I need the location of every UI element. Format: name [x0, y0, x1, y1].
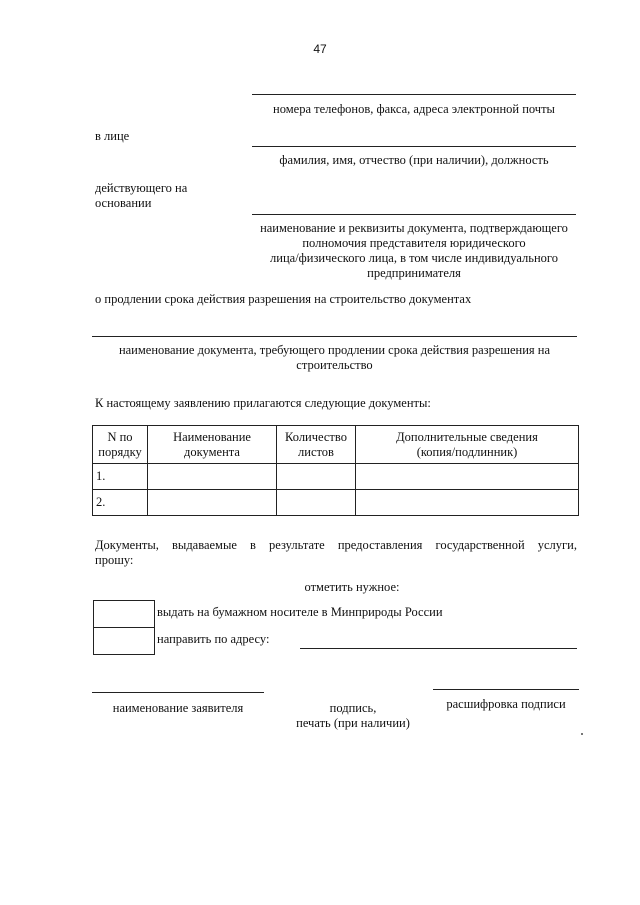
page-number: 47: [313, 42, 327, 56]
header-number: N по порядку: [93, 426, 148, 464]
choose-label: отметить нужное:: [304, 580, 400, 594]
decode-caption: расшифровка подписи: [446, 697, 566, 711]
option-paper-checkbox[interactable]: [93, 600, 155, 628]
option-paper-label: выдать на бумажном носителе в Минприроды России: [157, 605, 443, 619]
attachments-intro: К настоящему заявлению прилагаются следующие документы:: [95, 396, 431, 410]
table-cell: [277, 464, 356, 490]
option-address-checkbox[interactable]: [93, 627, 155, 655]
documents-table: [92, 425, 579, 516]
table-row: [93, 490, 579, 516]
applicant-line: [92, 692, 264, 693]
table-cell: [356, 464, 579, 490]
basis-label: действующего на основании: [95, 181, 188, 210]
sign-caption: подпись, печать (при наличии): [296, 701, 410, 730]
extension-doc-caption: наименование документа, требующего продлении срока действия разрешения на строительство: [118, 343, 551, 372]
table-cell: 1.: [93, 464, 148, 490]
table-header-row: [93, 426, 579, 464]
header-sheets: Количество листов: [277, 426, 356, 464]
option-address-label: направить по адресу:: [157, 632, 270, 646]
extension-doc-line: [92, 336, 577, 337]
header-extra: Дополнительные сведения (копия/подлинник): [356, 426, 579, 464]
basis-line: [252, 214, 576, 215]
address-line: [300, 648, 577, 649]
table-cell: [356, 490, 579, 516]
table-cell: [148, 490, 277, 516]
fio-caption: фамилия, имя, отчество (при наличии), должность: [279, 153, 549, 167]
scan-speck: [581, 733, 583, 735]
extension-text: о продлении срока действия разрешения на строительство документах: [95, 292, 472, 306]
phones-caption: номера телефонов, факса, адреса электронной почты: [273, 102, 555, 116]
in-person-label: в лице: [95, 129, 130, 143]
header-name: Наименование документа: [148, 426, 277, 464]
applicant-caption: наименование заявителя: [112, 701, 244, 715]
table-cell: 2.: [93, 490, 148, 516]
fio-line: [252, 146, 576, 147]
issue-text: Документы, выдаваемые в результате предоставления государственной услуги, прошу:: [95, 538, 577, 567]
table-cell: [277, 490, 356, 516]
phones-line: [252, 94, 576, 95]
table-cell: [148, 464, 277, 490]
decode-line: [433, 689, 579, 690]
basis-caption: наименование и реквизиты документа, подтверждающего полномочия представителя юридического лица/физического лица, в том числе индивидуального предпринимателя: [260, 221, 568, 280]
table-row: [93, 464, 579, 490]
